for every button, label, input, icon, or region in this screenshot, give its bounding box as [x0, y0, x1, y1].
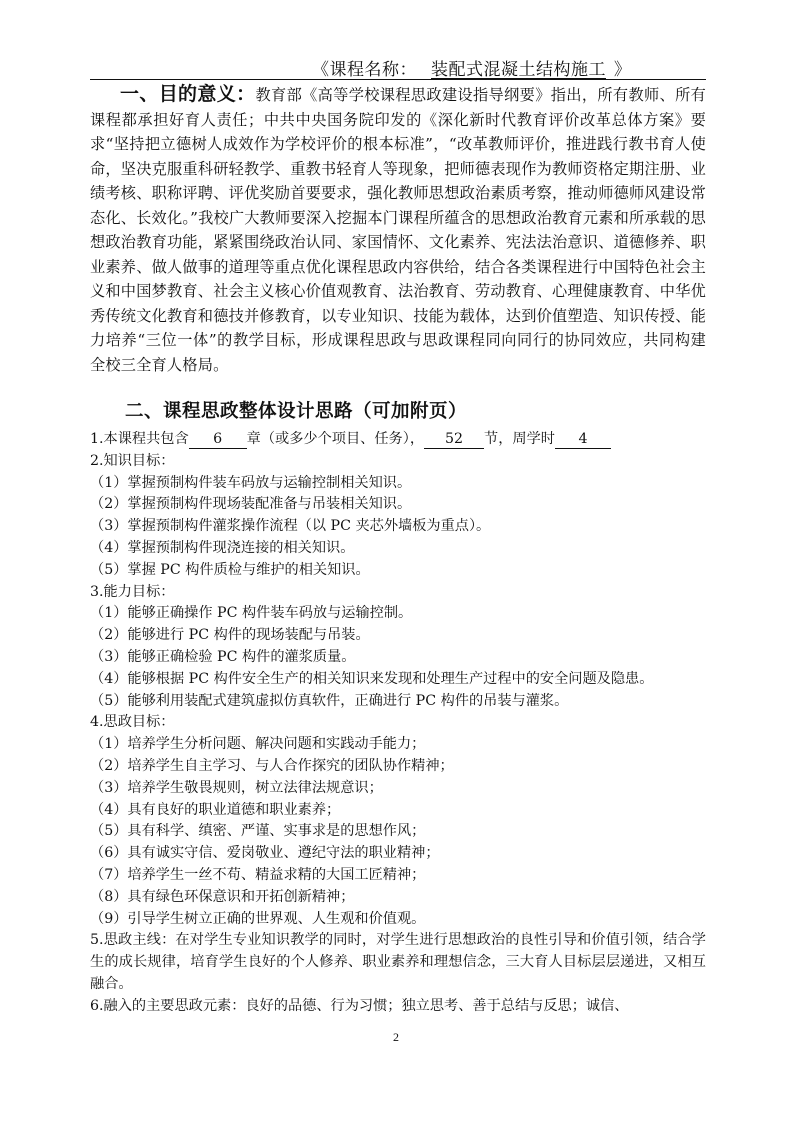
- section-purpose-heading: 一、目的意义：: [120, 83, 256, 105]
- course-header-close: 》: [608, 60, 632, 80]
- list-item: （5）具有科学、缜密、严谨、实事求是的思想作风；: [90, 823, 426, 840]
- section-purpose: [90, 82, 706, 377]
- course-header: [312, 55, 631, 80]
- list-item: （1）培养学生分析问题、解决问题和实践动手能力；: [90, 736, 426, 753]
- section-purpose-body: 教育部《高等学校课程思政建设指导纲要》指出，所有教师、所有课程都承担好育人责任；中共中央国务院印发的《深化新时代教育评价改革总体方案》要求“坚持把立德树人成效作为学校评价的根本标准”，“改革教师评价，推进践行教书育人使命，坚决克服重科研轻教学、重教书轻育人等现象，把师德表现作为教师资格定期注册、业绩考核、职称评聘、评优奖励首要要求，强化教师思想政治素质考察，推动师德师风建设常态化、长效化。”我校广大教师要深入挖掘本门课程所蕴含的思想政治教育元素和所承载的思想政治教育功能，紧紧围绕政治认同、家国情怀、文化素养、宪法法治意识、道德修养、职业素养、做人做事的道理等重点优化课程思政内容供给，结合各类课程进行中国特色社会主义和中国梦教育、社会主义核心价值观教育、法治教育、劳动教育、心理健康教育、中华优秀传统文化教育和德技并修教育，以专业知识、技能为载体，达到价值塑造、知识传授、能力培养“三位一体”的教学目标，形成课程思政与思政课程同向同行的协同效应，共同构建全校三全育人格局。: [90, 86, 706, 374]
- section-design-heading: 二、课程思政整体设计思路（可加附页）: [125, 401, 468, 422]
- sections-count: 52: [424, 431, 484, 449]
- list-item: （8）具有绿色环保意识和开拓创新精神；: [90, 888, 355, 905]
- chapters-count: 6: [189, 431, 247, 449]
- weekly-hours: 4: [555, 431, 611, 449]
- list-item: （4）具有良好的职业道德和职业素养；: [90, 801, 341, 818]
- list-item: （4）能够根据 PC 构件安全生产的相关知识来发现和处理生产过程中的安全问题及隐患。: [90, 670, 654, 687]
- course-structure-label: 1.本课程共包含: [90, 431, 189, 447]
- list-item: （2）掌握预制构件现场装配准备与吊装相关知识。: [90, 496, 412, 513]
- list-item: （7）培养学生一丝不苟、精益求精的大国工匠精神；: [90, 866, 426, 883]
- ideology-elements: 6.融入的主要思政元素：良好的品德、行为习惯；独立思考、善于总结与反思；诚信、: [90, 997, 629, 1014]
- ability-goals-title: 3.能力目标：: [90, 583, 175, 600]
- list-item: （3）能够正确检验 PC 构件的灌浆质量。: [90, 648, 356, 665]
- sections-suffix: 节，周学时: [484, 431, 555, 447]
- course-label: 《课程名称：: [312, 60, 417, 80]
- list-item: （5）掌握 PC 构件质检与维护的相关知识。: [90, 561, 370, 578]
- section-design-body: [90, 429, 706, 1018]
- list-item: （1）能够正确操作 PC 构件装车码放与运输控制。: [90, 605, 413, 622]
- chapters-suffix: 章（或多少个项目、任务），: [246, 431, 425, 447]
- course-structure-line: [90, 429, 706, 451]
- list-item: （3）掌握预制构件灌浆操作流程（以 PC 夹芯外墙板为重点）。: [90, 518, 491, 535]
- list-item: （3）培养学生敬畏规则，树立法律法规意识；: [90, 779, 383, 796]
- ideology-mainline: 5.思政主线：在对学生专业知识教学的同时，对学生进行思想政治的良性引导和价值引领，结合学生的成长规律，培育学生良好的个人修养、职业素养和理想信念，三大育人目标层层递进，又相互融合。: [90, 932, 706, 992]
- list-item: （6）具有诚实守信、爱岗敬业、遵纪守法的职业精神；: [90, 845, 440, 862]
- course-name: 装配式混凝土结构施工: [431, 60, 606, 80]
- list-item: （4）掌握预制构件现浇连接的相关知识。: [90, 539, 355, 556]
- header-divider: [90, 79, 706, 80]
- list-item: （2）能够进行 PC 构件的现场装配与吊装。: [90, 627, 370, 644]
- knowledge-goals-title: 2.知识目标：: [90, 452, 175, 469]
- list-item: （2）培养学生自主学习、与人合作探究的团队协作精神；: [90, 757, 454, 774]
- list-item: （1）掌握预制构件装车码放与运输控制相关知识。: [90, 474, 412, 491]
- list-item: （9）引导学生树立正确的世界观、人生观和价值观。: [90, 910, 426, 927]
- page-number: 2: [393, 1030, 399, 1044]
- list-item: （5）能够利用装配式建筑虚拟仿真软件，正确进行 PC 构件的吊装与灌浆。: [90, 692, 569, 709]
- ideology-goals-title: 4.思政目标：: [90, 714, 175, 731]
